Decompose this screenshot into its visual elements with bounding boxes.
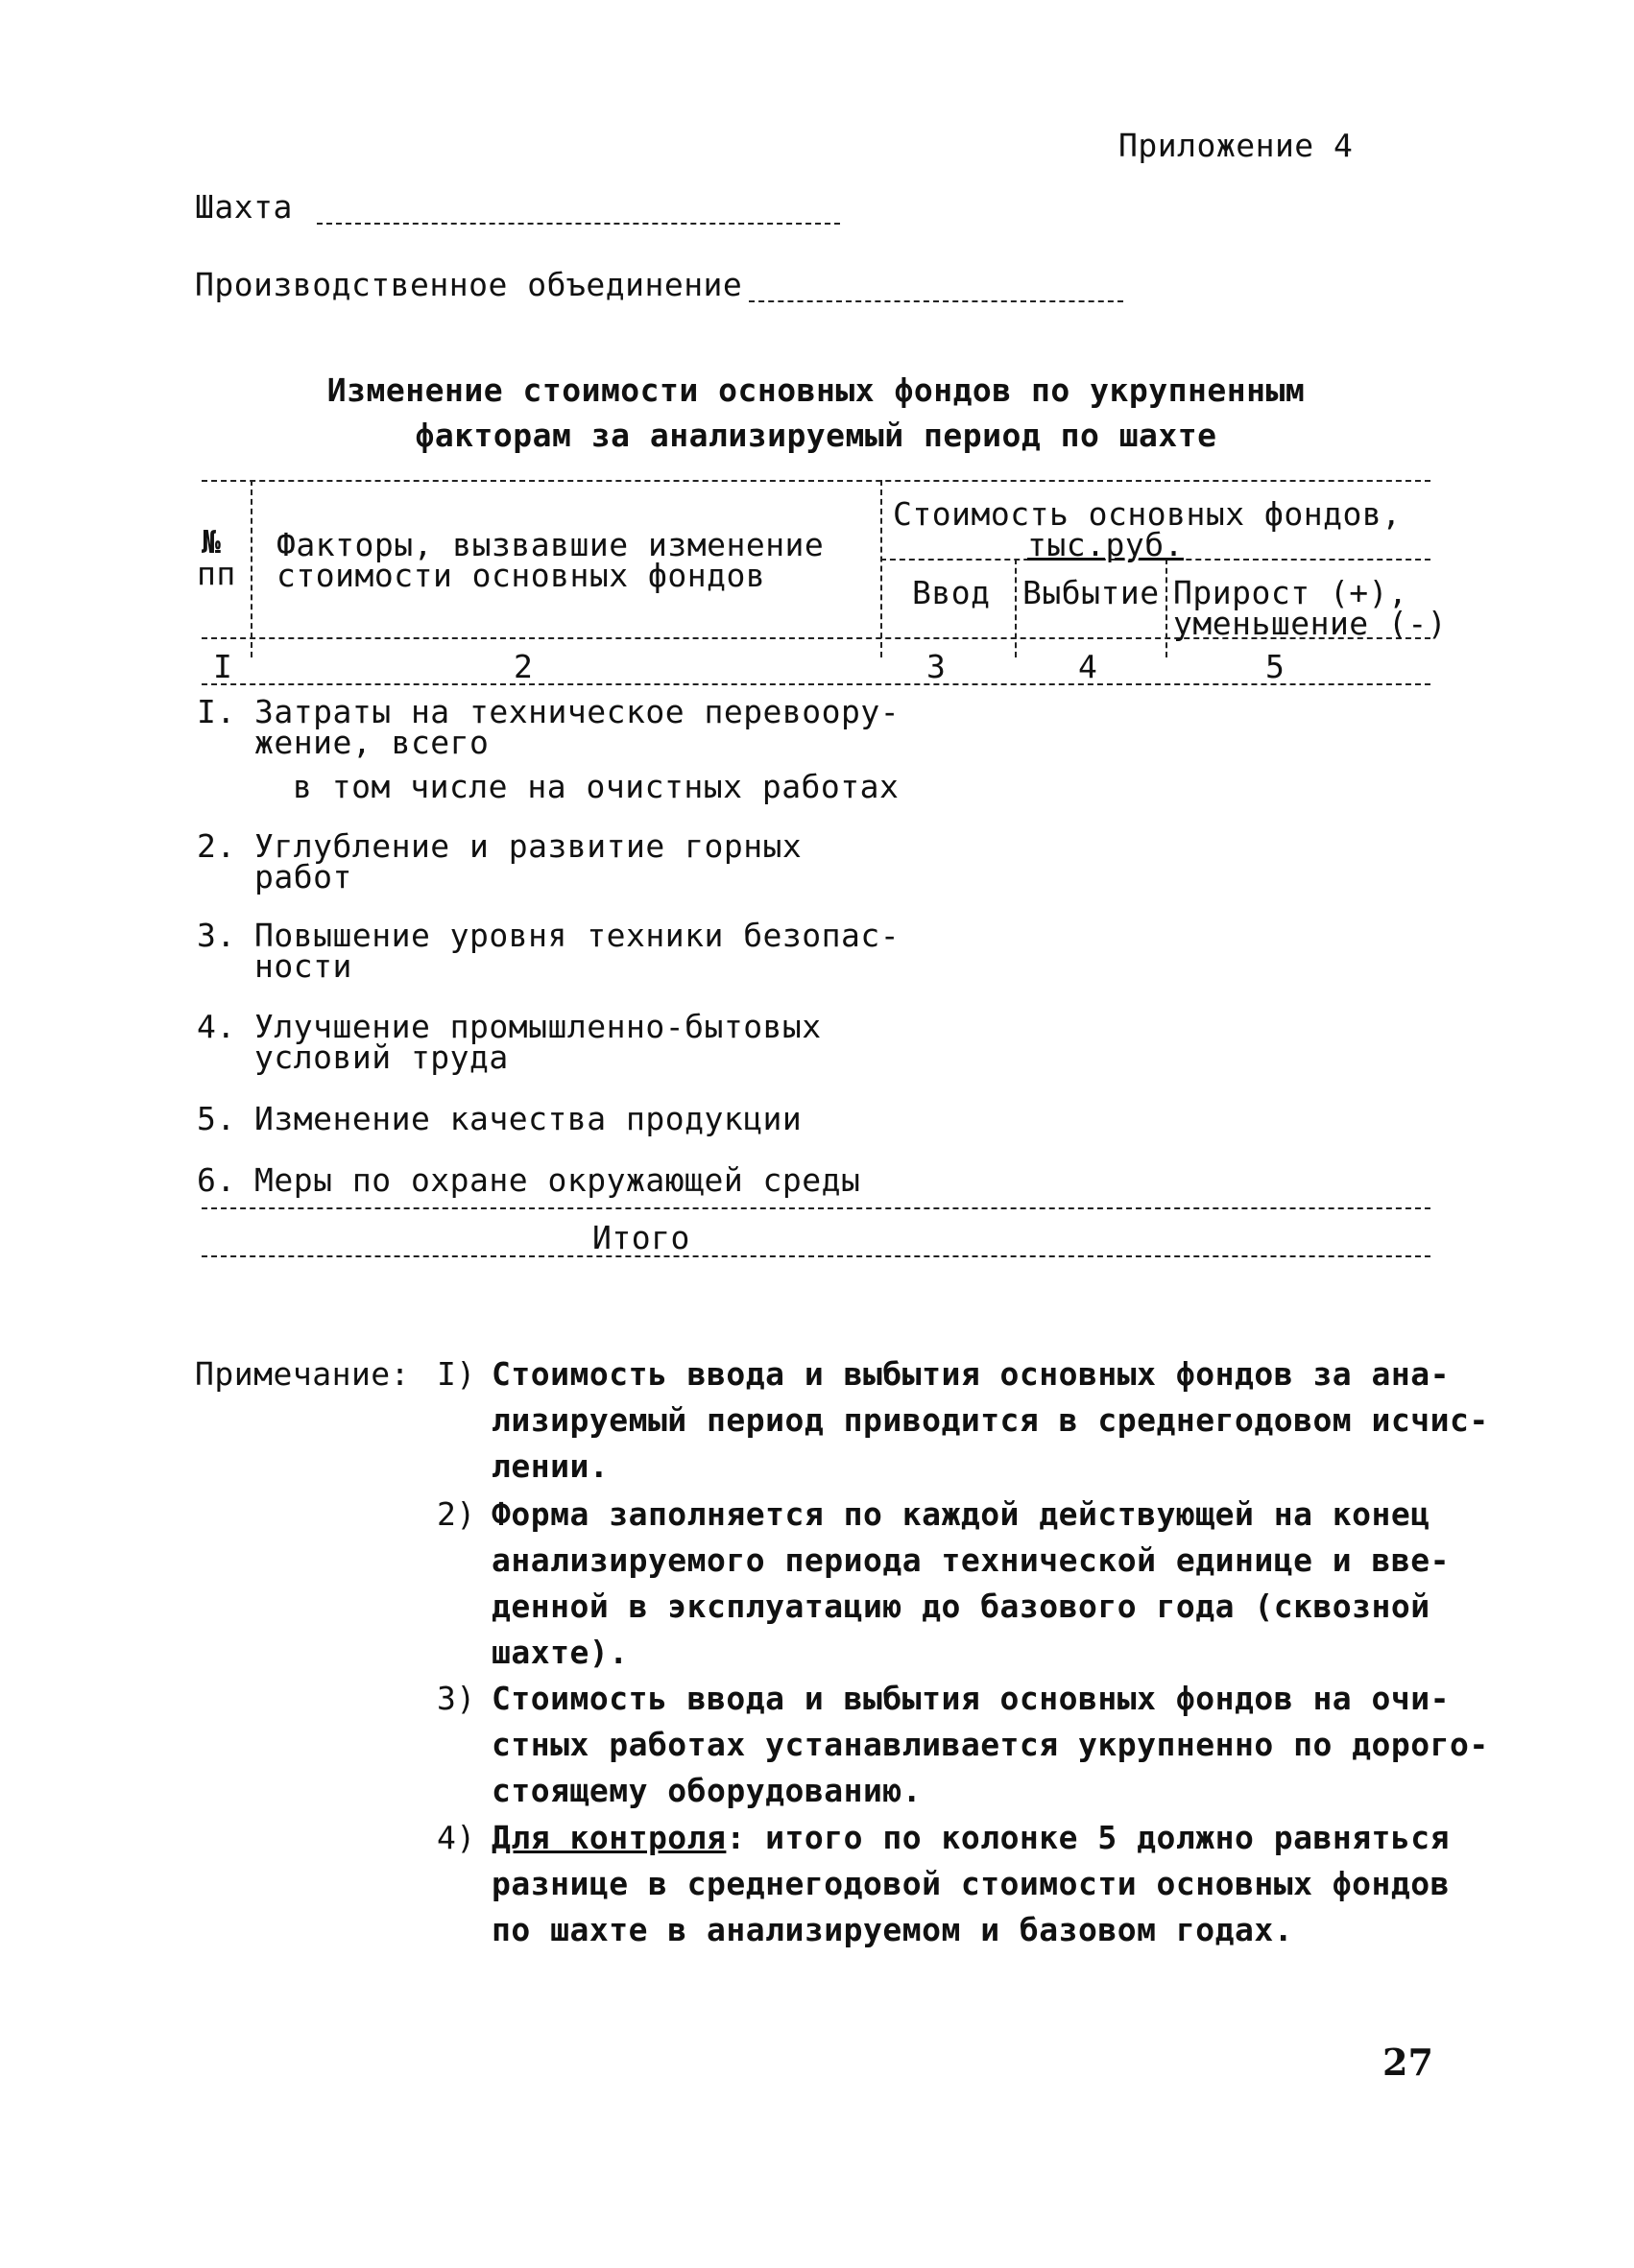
header-num-pp: пп [197, 555, 236, 592]
total-label: Итого [592, 1219, 690, 1256]
note-1-line3: лении. [492, 1447, 610, 1485]
row-4-num: 4. [197, 1008, 236, 1045]
row-2-line1: Углубление и развитие горных [254, 827, 803, 865]
row-5-num: 5. [197, 1100, 236, 1137]
doc-title-line1: Изменение стоимости основных фондов по укрупненным [326, 371, 1306, 409]
note-1-line1: Стоимость ввода и выбытия основных фондов за ана- [492, 1355, 1451, 1393]
header-cost-line1: Стоимость основных фондов, [893, 495, 1402, 533]
note-4-line1-rest: : итого по колонке 5 должно равняться [726, 1819, 1451, 1856]
note-4-num: 4) [437, 1819, 476, 1856]
column-numbers-bottom-border [202, 683, 1430, 685]
row-5-line1: Изменение качества продукции [254, 1100, 803, 1137]
appendix-label: Приложение 4 [1118, 127, 1354, 164]
header-disposal: Выбытие [1022, 574, 1160, 611]
note-2-line3: денной в эксплуатацию до базового года (сквозной [492, 1588, 1430, 1625]
total-top-border [202, 1207, 1430, 1209]
header-growth-line1: Прирост (+), [1173, 574, 1408, 611]
note-2-line2: анализируемого периода технической единице и вве- [492, 1541, 1451, 1579]
note-1-num: I) [437, 1355, 476, 1393]
header-factors-line2: стоимости основных фондов [276, 557, 766, 594]
note-4-line2: разнице в среднегодовой стоимости основных фондов [492, 1865, 1451, 1902]
row-1-line2: жение, всего [254, 724, 490, 761]
note-2-line1: Форма заполняется по каждой действующей на конец [492, 1495, 1430, 1533]
row-6-num: 6. [197, 1161, 236, 1199]
row-4-line1: Улучшение промышленно-бытовых [254, 1008, 822, 1045]
table-top-border [202, 480, 1430, 482]
column-number-3: 3 [926, 648, 947, 685]
note-2-line4: шахте). [492, 1634, 629, 1671]
note-3-line2: стных работах устанавливается укрупненно по дорого- [492, 1726, 1489, 1763]
row-6-line1: Меры по охране окружающей среды [254, 1161, 861, 1199]
note-4-control-label: Для контроля [492, 1819, 727, 1856]
page-number: 27 [1382, 2041, 1433, 2084]
association-label: Производственное объединение [195, 266, 743, 303]
col-divider-2 [880, 480, 882, 657]
row-1a-line1: в том числе на очистных работах [293, 768, 900, 805]
note-4-line1 [492, 1819, 1450, 1856]
header-factors-line1: Факторы, вызвавшие изменение [276, 526, 825, 563]
header-growth-line2: уменьшение (-) [1173, 605, 1448, 642]
mine-label: Шахта [195, 188, 293, 226]
note-3-line3: стоящему оборудованию. [492, 1772, 923, 1809]
row-1-line1: Затраты на техническое перевоору- [254, 693, 901, 730]
note-2-num: 2) [437, 1495, 476, 1533]
col-divider-3 [1015, 559, 1017, 657]
row-2-line2: работ [254, 858, 352, 895]
row-3-line1: Повышение уровня техники безопас- [254, 917, 901, 954]
col-divider-4 [1165, 559, 1167, 657]
note-1-line2: лизируемый период приводится в среднегодовом исчис- [492, 1401, 1489, 1439]
row-4-line2: условий труда [254, 1039, 509, 1076]
row-3-num: 3. [197, 917, 236, 954]
column-number-4: 4 [1078, 648, 1098, 685]
header-cost-line2: тыс.руб. [1027, 526, 1184, 563]
column-number-1: I [213, 648, 233, 685]
doc-title-line2: факторам за анализируемый период по шахте [415, 417, 1217, 454]
note-3-num: 3) [437, 1680, 476, 1717]
notes-label: Примечание: [195, 1355, 411, 1393]
total-bottom-border [202, 1255, 1430, 1257]
column-number-5: 5 [1265, 648, 1286, 685]
mine-blank-line [317, 223, 840, 225]
note-3-line1: Стоимость ввода и выбытия основных фондов на очи- [492, 1680, 1451, 1717]
association-blank-line [749, 300, 1123, 302]
row-3-line2: ности [254, 947, 352, 985]
col-divider-1 [251, 480, 252, 657]
header-num-symbol: № [202, 523, 222, 561]
row-2-num: 2. [197, 827, 236, 865]
row-1-num: I. [197, 693, 236, 730]
note-4-line3: по шахте в анализируемом и базовом годах. [492, 1911, 1294, 1948]
column-number-2: 2 [514, 648, 534, 685]
header-input: Ввод [912, 574, 991, 611]
